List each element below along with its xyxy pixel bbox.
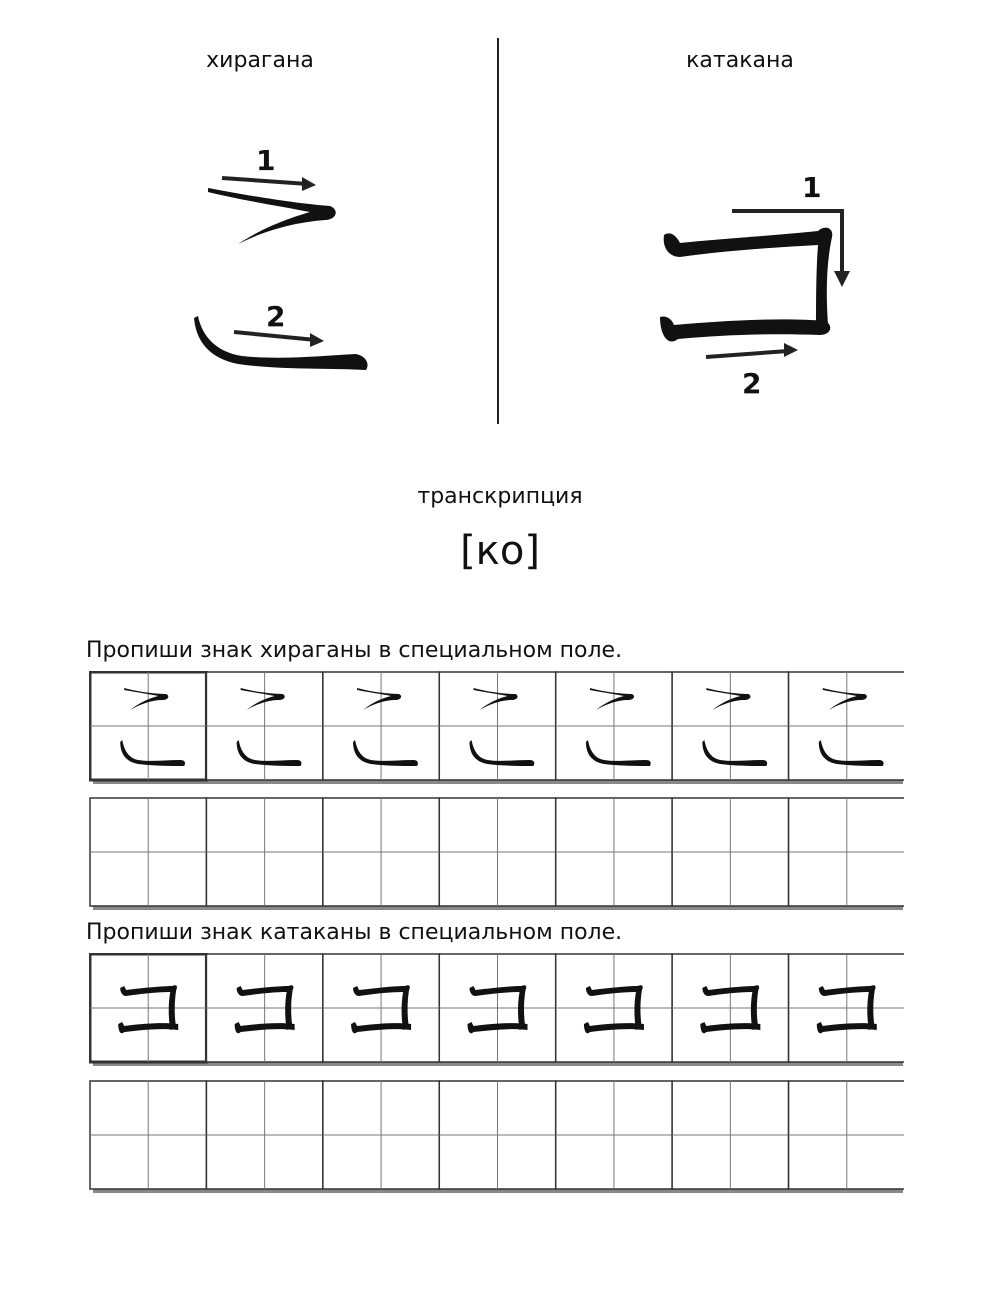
katakana-title: катакана <box>686 48 794 73</box>
practice-cell[interactable] <box>556 954 672 1062</box>
stroke-arrowhead-2 <box>310 333 324 347</box>
practice-cell[interactable] <box>789 1081 904 1189</box>
practice-cell[interactable] <box>323 1081 439 1189</box>
practice-cell[interactable] <box>789 798 904 906</box>
practice-cell[interactable] <box>556 672 672 780</box>
practice-cell[interactable] <box>439 672 555 780</box>
katakana-instruction: Пропиши знак катаканы в специальном поле. <box>86 920 623 945</box>
stroke-arrowhead-1 <box>834 271 850 287</box>
stroke-arrow-1 <box>222 178 308 184</box>
practice-cell[interactable] <box>439 798 555 906</box>
practice-grid <box>89 797 904 911</box>
hiragana-guide-row <box>89 671 904 785</box>
practice-cell[interactable] <box>556 1081 672 1189</box>
practice-cell[interactable] <box>90 672 206 780</box>
practice-cell[interactable] <box>323 954 439 1062</box>
katakana-practice-row <box>89 1080 904 1194</box>
hiragana-instruction: Пропиши знак хираганы в специальном поле. <box>86 638 623 663</box>
stroke-number-1: 1 <box>256 144 276 177</box>
practice-cell[interactable] <box>206 1081 322 1189</box>
stroke-number-1: 1 <box>802 171 822 204</box>
practice-cell[interactable] <box>90 1081 206 1189</box>
hiragana-stroke-diagram <box>180 140 390 390</box>
stroke-number-2: 2 <box>266 300 286 333</box>
hiragana-title: хирагана <box>206 48 314 73</box>
practice-cell[interactable] <box>672 798 788 906</box>
practice-cell[interactable] <box>323 672 439 780</box>
hiragana-practice-row <box>89 797 904 911</box>
stroke-arrow-2 <box>234 332 316 340</box>
practice-grid <box>89 671 904 785</box>
practice-grid <box>89 953 904 1067</box>
practice-cell[interactable] <box>206 672 322 780</box>
practice-cell[interactable] <box>439 954 555 1062</box>
stroke-arrow-2 <box>706 351 788 357</box>
katakana-stroke-diagram <box>640 165 870 405</box>
practice-cell[interactable] <box>439 1081 555 1189</box>
practice-cell[interactable] <box>90 798 206 906</box>
katakana-stroke-2 <box>660 316 830 341</box>
practice-cell[interactable] <box>789 672 904 780</box>
practice-cell[interactable] <box>672 954 788 1062</box>
katakana-guide-row <box>89 953 904 1067</box>
practice-cell[interactable] <box>206 798 322 906</box>
stroke-number-2: 2 <box>742 367 762 400</box>
practice-cell[interactable] <box>672 1081 788 1189</box>
transcription-value: [ко] <box>460 528 540 574</box>
practice-cell[interactable] <box>323 798 439 906</box>
practice-cell[interactable] <box>556 798 672 906</box>
practice-cell[interactable] <box>789 954 904 1062</box>
practice-cell[interactable] <box>90 954 206 1062</box>
hiragana-stroke-1 <box>208 188 336 244</box>
practice-grid <box>89 1080 904 1194</box>
practice-cell[interactable] <box>206 954 322 1062</box>
katakana-stroke-1 <box>664 228 833 334</box>
stroke-arrowhead-2 <box>784 343 798 357</box>
transcription-label: транскрипция <box>417 484 583 509</box>
practice-cell[interactable] <box>672 672 788 780</box>
column-divider <box>497 38 499 424</box>
stroke-arrowhead-1 <box>302 177 316 191</box>
